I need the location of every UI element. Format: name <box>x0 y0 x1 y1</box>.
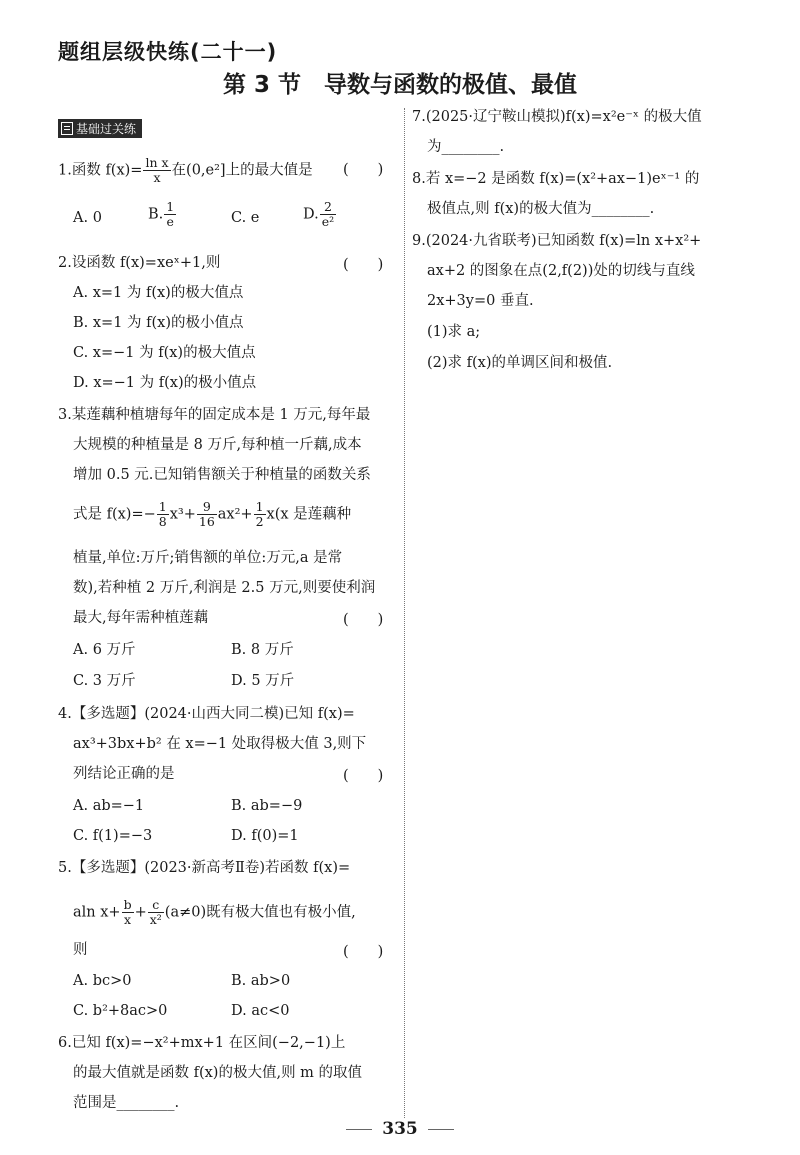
page-footer <box>0 1119 800 1139</box>
q5-option-c: C. b²+8ac>0 <box>73 1003 168 1019</box>
q3-option-b: B. 8 万斤 <box>231 642 294 658</box>
q7-line: 为________. <box>427 139 505 155</box>
q6-line: 范围是________. <box>73 1095 180 1111</box>
section-badge <box>58 119 142 138</box>
q5-line: 则 <box>73 942 88 958</box>
q2-option-d: D. x=−1 为 f(x)的极小值点 <box>73 375 257 391</box>
q1-stem: 1.函数 f(x)= $\frac{\text{ln x}}{x}$ 在(0,e²]上的最大值是 <box>58 155 313 185</box>
q3-line: 大规模的种植量是 8 万斤,每种植一斤藕,成本 <box>73 437 362 453</box>
q9-line: (2)求 f(x)的单调区间和极值. <box>427 355 613 371</box>
q9-line: 2x+3y=0 垂直. <box>427 293 534 309</box>
chapter-title: 第 3 节 导数与函数的极值、最值 <box>222 72 578 98</box>
q9-line: ax+2 的图象在点(2,f(2))处的切线与直线 <box>427 263 695 279</box>
q4-line: 4.【多选题】(2024·山西大同二模)已知 f(x)= <box>58 706 355 722</box>
q6-line: 6.已知 f(x)=−x²+mx+1 在区间(−2,−1)上 <box>58 1035 346 1051</box>
q4-answer-paren: ( ) <box>343 768 384 784</box>
q4-line: ax³+3bx+b² 在 x=−1 处取得极大值 3,则下 <box>73 736 367 752</box>
q3-option-d: D. 5 万斤 <box>231 673 295 689</box>
q2-option-a: A. x=1 为 f(x)的极大值点 <box>73 285 244 301</box>
q2-option-b: B. x=1 为 f(x)的极小值点 <box>73 315 244 331</box>
q3-line: 3.某莲藕种植塘每年的固定成本是 1 万元,每年最 <box>58 407 371 423</box>
document-icon <box>61 122 73 135</box>
q9-line: 9.(2024·九省联考)已知函数 f(x)=ln x+x²+ <box>412 233 702 249</box>
q1-answer-paren: ( ) <box>343 162 384 178</box>
q2-option-c: C. x=−1 为 f(x)的极大值点 <box>73 345 256 361</box>
q5-answer-paren: ( ) <box>343 944 384 960</box>
q5-option-d: D. ac<0 <box>231 1003 290 1019</box>
q7-line: 7.(2025·辽宁鞍山模拟)f(x)=x²e⁻ˣ 的极大值 <box>412 109 702 125</box>
q3-line: 数),若种植 2 万斤,利润是 2.5 万元,则要使利润 <box>73 580 376 596</box>
q5-option-a: A. bc>0 <box>73 973 132 989</box>
q3-line: 植量,单位:万斤;销售额的单位:万元,a 是常 <box>73 550 343 566</box>
q3-option-c: C. 3 万斤 <box>73 673 136 689</box>
q4-option-a: A. ab=−1 <box>73 798 145 814</box>
q4-option-b: B. ab=−9 <box>231 798 303 814</box>
q3-line: 最大,每年需种植莲藕 <box>73 610 209 626</box>
q4-line: 列结论正确的是 <box>73 766 175 782</box>
q1-option-c: C. e <box>231 210 260 226</box>
q3-line: 增加 0.5 元.已知销售额关于种植量的函数关系 <box>73 467 371 483</box>
page-number: 335 <box>382 1119 418 1139</box>
section-title: 题组层级快练(二十一) <box>58 40 278 64</box>
q2-stem: 2.设函数 f(x)=xeˣ+1,则 <box>58 255 221 271</box>
q4-option-d: D. f(0)=1 <box>231 828 299 844</box>
q1-option-b: B. $\frac{1}{e}$ <box>148 199 175 229</box>
q5-option-b: B. ab>0 <box>231 973 291 989</box>
q5-function: aln x+ $\frac{b}{x}$ + $\frac{c}{\text{x²}}$ (a≠0)既有极大值也有极小值, <box>73 897 356 927</box>
q1-option-d: D. $\frac{2}{\text{e²}}$ <box>303 199 335 229</box>
q3-answer-paren: ( ) <box>343 612 384 628</box>
q2-answer-paren: ( ) <box>343 257 384 273</box>
q8-line: 8.若 x=−2 是函数 f(x)=(x²+ax−1)eˣ⁻¹ 的 <box>412 171 700 187</box>
q4-option-c: C. f(1)=−3 <box>73 828 153 844</box>
q8-line: 极值点,则 f(x)的极大值为________. <box>427 201 655 217</box>
q1-fraction: $\frac{\text{ln x}}{x}$ <box>145 155 169 185</box>
q6-line: 的最大值就是函数 f(x)的极大值,则 m 的取值 <box>73 1065 363 1081</box>
q3-option-a: A. 6 万斤 <box>73 642 136 658</box>
badge-label: 基础过关练 <box>76 122 137 136</box>
column-divider <box>404 108 405 1118</box>
q3-function: 式是 f(x)=− $\frac{1}{8}$ x³+ $\frac{9}{16}$ ax²+ $\frac{1}{2}$ x(x 是莲藕种 <box>73 499 352 529</box>
q9-line: (1)求 a; <box>427 324 481 340</box>
q5-line: 5.【多选题】(2023·新高考Ⅱ卷)若函数 f(x)= <box>58 860 351 876</box>
q1-option-a: A. 0 <box>73 210 102 226</box>
